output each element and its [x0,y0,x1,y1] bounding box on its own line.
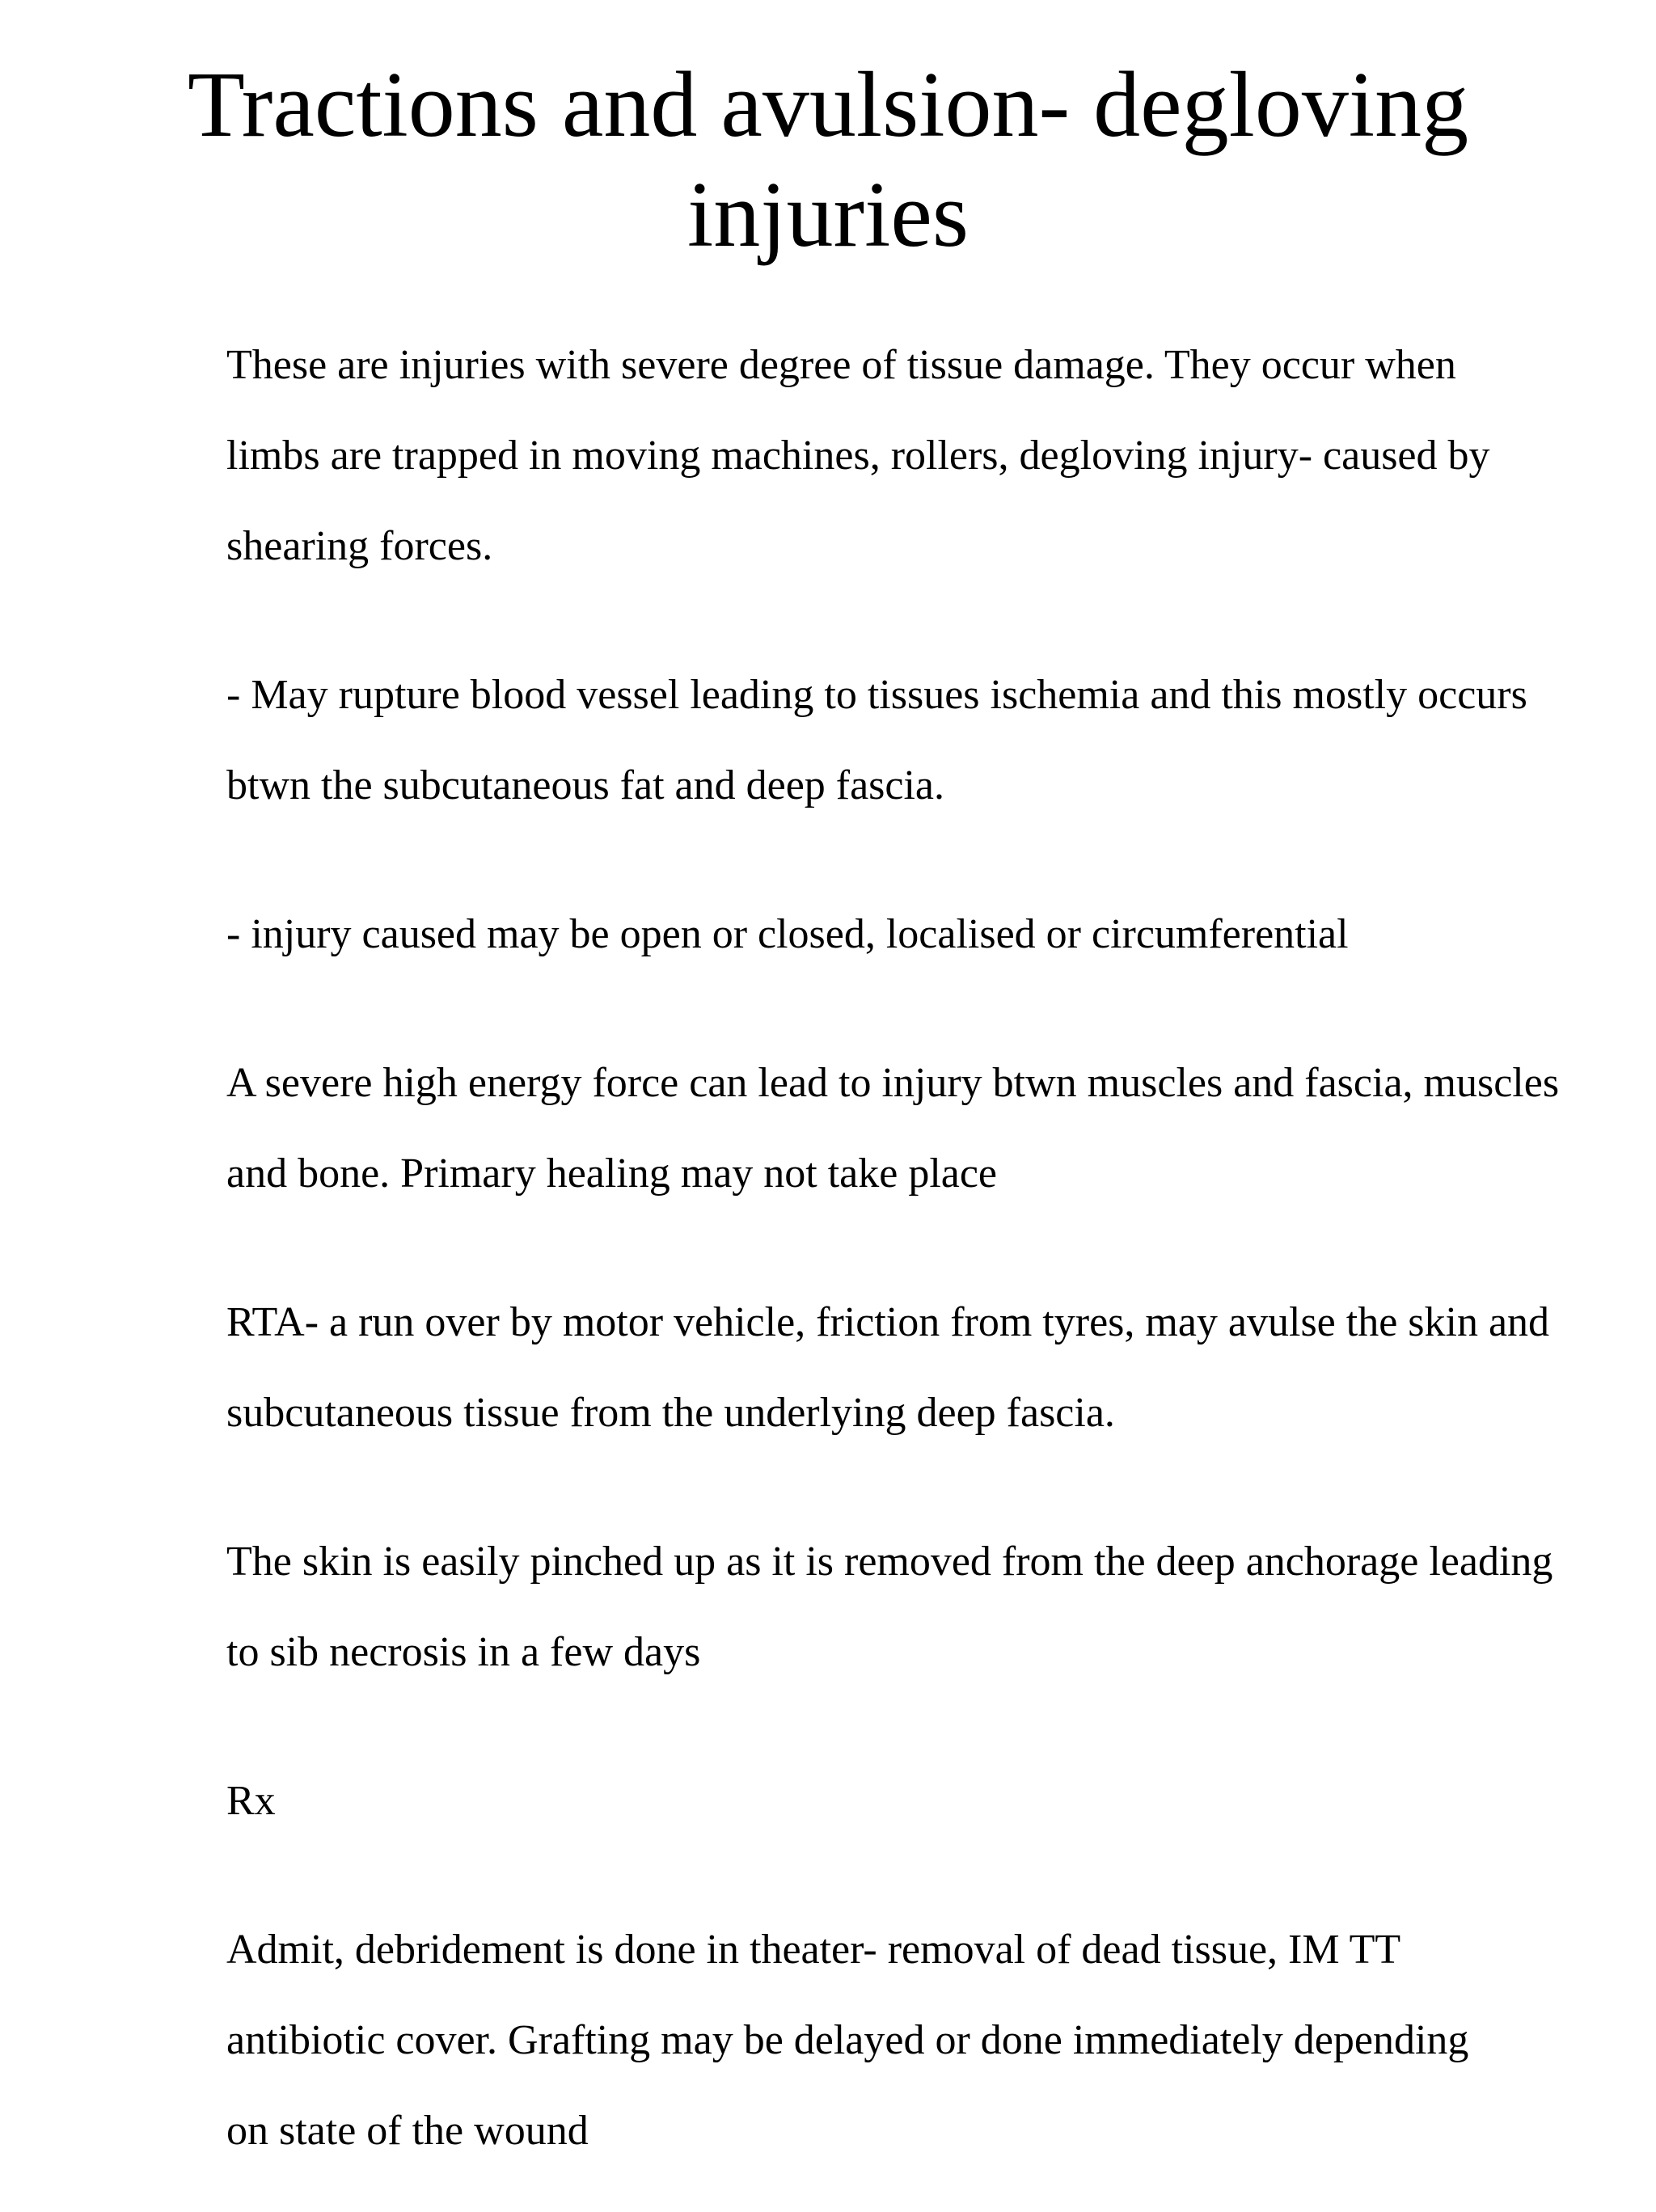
paragraph-treatment [102,1882,1582,2199]
paragraph-rupture-blood-vessel [102,627,1582,854]
paragraph-rx-heading [102,1733,1582,1869]
paragraph-line: Rx [226,1778,276,1824]
paragraph-line: antibiotic cover. Grafting may be delayed or done immediately depending [226,2017,1469,2063]
paragraph-line: and bone. Primary healing may not take place [226,1150,998,1197]
paragraph-line: - May rupture blood vessel leading to tissues ischemia and this mostly occurs [226,672,1527,718]
paragraph-skin-pinched [102,1494,1582,1720]
paragraph-line: Admit, debridement is done in theater- removal of dead tissue, IM TT [226,1927,1401,1973]
paragraph-line: RTA- a run over by motor vehicle, friction from tyres, may avulse the skin and [226,1299,1550,1345]
paragraph-line: on state of the wound [226,2108,589,2154]
paragraph-line: These are injuries with severe degree of tissue damage. They occur when [226,342,1456,388]
paragraph-open-or-closed [102,867,1582,1003]
paragraph-line: A severe high energy force can lead to injury btwn muscles and fascia, muscles [226,1060,1560,1106]
paragraph-rta [102,1255,1582,1481]
slide-title [81,50,1575,270]
slide-body [102,298,1582,2212]
paragraph-high-energy-force [102,1015,1582,1242]
paragraph-line: to sib necrosis in a few days [226,1629,701,1675]
paragraph-line: - injury caused may be open or closed, localised or circumferential [226,911,1349,957]
paragraph-line: subcutaneous tissue from the underlying deep fascia. [226,1390,1115,1436]
paragraph-line: The skin is easily pinched up as it is removed from the deep anchorage leading [226,1539,1553,1585]
paragraph-line: limbs are trapped in moving machines, rollers, degloving injury- caused by [226,433,1490,479]
slide-title-line-2: injuries [687,163,969,267]
slide-title-line-1: Tractions and avulsion- degloving [187,53,1469,157]
paragraph-line: btwn the subcutaneous fat and deep fascia. [226,762,945,808]
paragraph-line: shearing forces. [226,523,493,569]
paragraph-injury-definition [102,298,1582,614]
